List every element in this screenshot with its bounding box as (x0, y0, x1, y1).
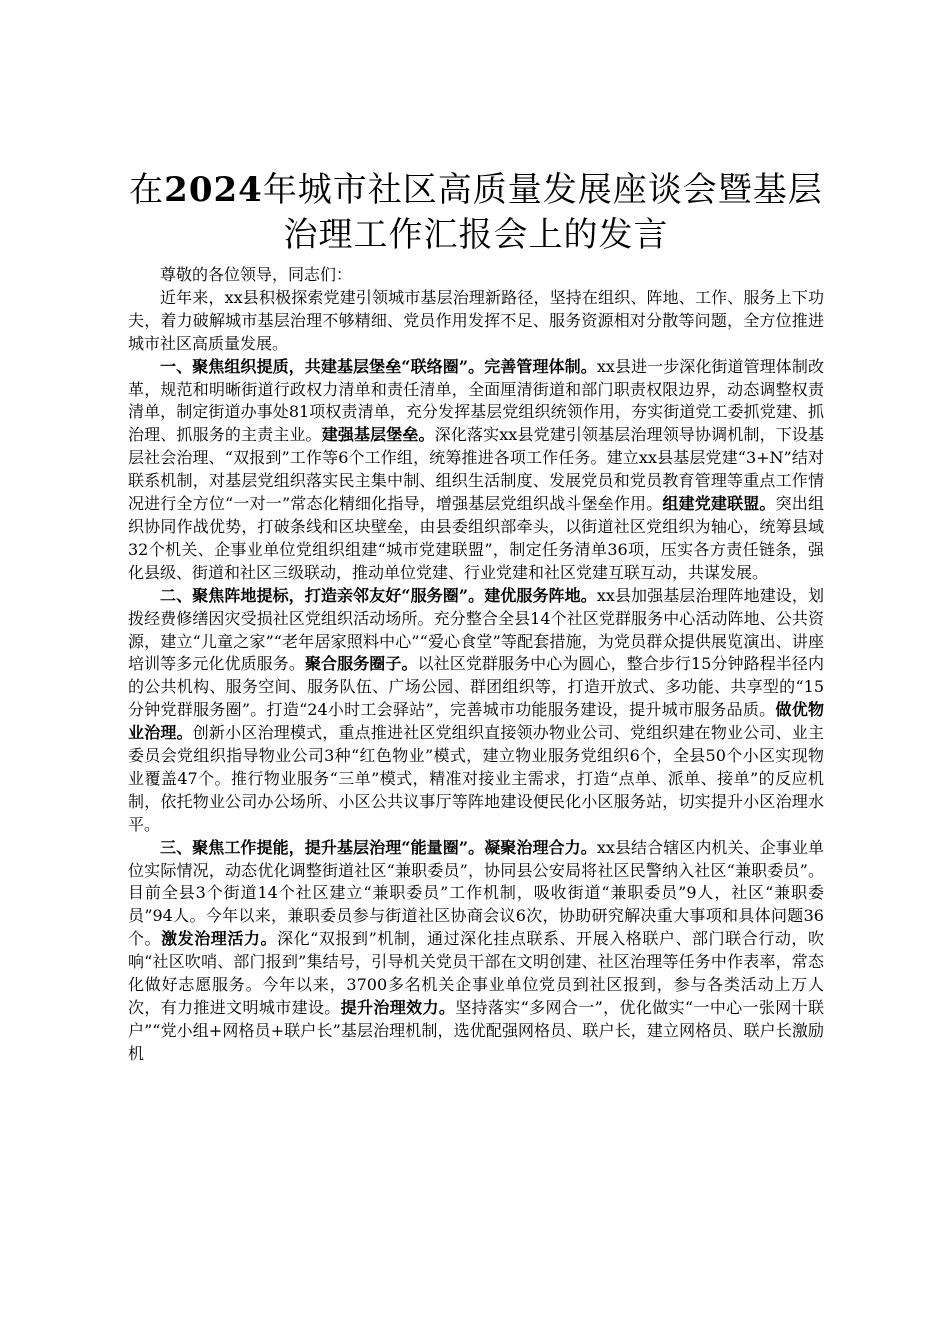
section-1-heading: 一、聚焦组织提质，共建基层堡垒“联络圈”。 (160, 356, 485, 376)
section-1-paragraph (128, 356, 824, 585)
document-body (128, 264, 824, 1066)
section-3-sub-3-text: 坚持落实“多网合一”，优化做实“一中心一张网十联户”“党小组+网格员+联户长”基层治理机制，选优配强网格员、联户长，建立网格员、联户长激励机 (128, 998, 824, 1063)
title-year: 2024 (164, 170, 263, 210)
section-1-sub-3-title: 组建党建联盟。 (662, 494, 776, 514)
section-3-sub-2-text: 深化“双报到”机制，通过深化挂点联系、开展入格联户、部门联合行动，吹响“社区吹哨、部门报到”集结号，引导机关党员干部在文明创建、社区治理等任务中作表率，常态化做好志愿服务。今年以来，3700多名机关企事业单位党员到社区报到，参与各类活动上万人次，有力推进文明城市建设。 (128, 929, 824, 1017)
section-2-paragraph (128, 585, 824, 837)
section-2-sub-1-text: xx县加强基层治理阵地建设，划拨经费修缮因灾受损社区党组织活动场所。充分整合全县14个社区党群服务中心活动阵地、公共资源，建立“儿童之家”“老年居家照料中心”“爱心食堂”等配套措施，为党员群众提供展览演出、讲座培训等多元化优质服务。 (128, 585, 824, 674)
section-1-sub-1-title: 完善管理体制。 (484, 356, 597, 376)
section-2-heading: 二、聚焦阵地提标，打造亲邻友好“服务圈”。 (160, 585, 485, 605)
section-2-sub-2-text: 以社区党群服务中心为圆心，整合步行15分钟路程半径内的公共机构、服务空间、服务队伍、广场公园、群团组织等，打造开放式、多功能、共享型的“15分钟党群服务圈”。打造“24小时工会驿站”，完善城市功能服务建设，提升城市服务品质。 (128, 654, 824, 720)
section-1-sub-2-title: 建强基层堡垒。 (321, 425, 435, 445)
section-3-sub-1-text: xx县结合辖区内机关、企事业单位实际情况，动态优化调整街道社区“兼职委员”，协同县公安局将社区民警纳入社区“兼职委员”。目前全县3个街道14个社区建立“兼职委员”工作机制，吸收街道“兼职委员”9人，社区“兼职委员”94人。今年以来，兼职委员参与街道社区协商会议6次，协助研究解决重大事项和具体问题36个。 (128, 837, 824, 949)
section-2-sub-3-title: 做优物业治理。 (128, 700, 824, 743)
intro-paragraph: 近年来，xx县积极探索党建引领城市基层治理新路径，坚持在组织、阵地、工作、服务上下功夫，着力破解城市基层治理不够精细、党员作用发挥不足、服务资源相对分散等问题，全方位推进城市社区高质量发展。 (128, 287, 824, 353)
title-rest: 年城市社区高质量发展座谈会暨基层治理工作汇报会上的发言 (262, 170, 823, 255)
section-2-sub-1-title: 建优服务阵地。 (484, 585, 597, 605)
section-1-sub-3-text: 突出组织协同作战优势，打破条线和区块壁垒，由县委组织部牵头，以街道社区党组织为轴心，统筹县域32个机关、企事业单位党组织组建“城市党建联盟”，制定任务清单36项，压实各方责任链条，强化县级、街道和社区三级联动，推动单位党建、行业党建和社区党建互联互动，共谋发展。 (128, 494, 824, 582)
section-3-sub-2-title: 激发治理活力。 (161, 929, 278, 949)
section-1-sub-2-text: 深化落实xx县党建引领基层治理领导协调机制，下设基层社会治理、“双报到”工作等6个工作组，统筹推进各项工作任务。建立xx县基层党建“3+N”结对联系机制，对基层党组织落实民主集中制、组织生活制度、发展党员和党员教育管理等重点工作情况进行全方位“一对一”常态化精细化指导，增强基层党组织战斗堡垒作用。 (128, 425, 824, 514)
section-2-sub-2-title: 聚合服务圈子。 (304, 654, 418, 674)
section-1-sub-1-text: xx县进一步深化街道管理体制改革，规范和明晰街道行政权力清单和责任清单，全面厘清街道和部门职责权限边界，动态调整权责清单，制定街道办事处81项权责清单，充分发挥基层党组织统领作用，夯实街道党工委抓党建、抓治理、抓服务的主责主业。 (128, 356, 824, 445)
section-3-sub-1-title: 凝聚治理合力。 (484, 837, 597, 857)
section-3-heading: 三、聚焦工作提能，提升基层治理“能量圈”。 (160, 837, 485, 857)
document-title (128, 168, 824, 258)
section-2-sub-3-text: 创新小区治理模式，重点推进社区党组织直接领办物业公司、党组织建在物业公司、业主委员会党组织指导物业公司3种“红色物业”模式，建立物业服务党组织6个，全县50个小区实现物业覆盖47个。推行物业服务“三单”模式，精准对接业主需求，打造“点单、派单、接单”的反应机制，依托物业公司办公场所、小区公共议事厅等阵地建设便民化小区服务站，切实提升小区治理水平。 (128, 723, 824, 834)
document-page (128, 168, 824, 1066)
title-prefix: 在 (129, 170, 165, 210)
salutation: 尊敬的各位领导，同志们： (160, 265, 353, 284)
section-3-sub-3-title: 提升治理效力。 (340, 998, 456, 1017)
section-3-paragraph (128, 837, 824, 1066)
